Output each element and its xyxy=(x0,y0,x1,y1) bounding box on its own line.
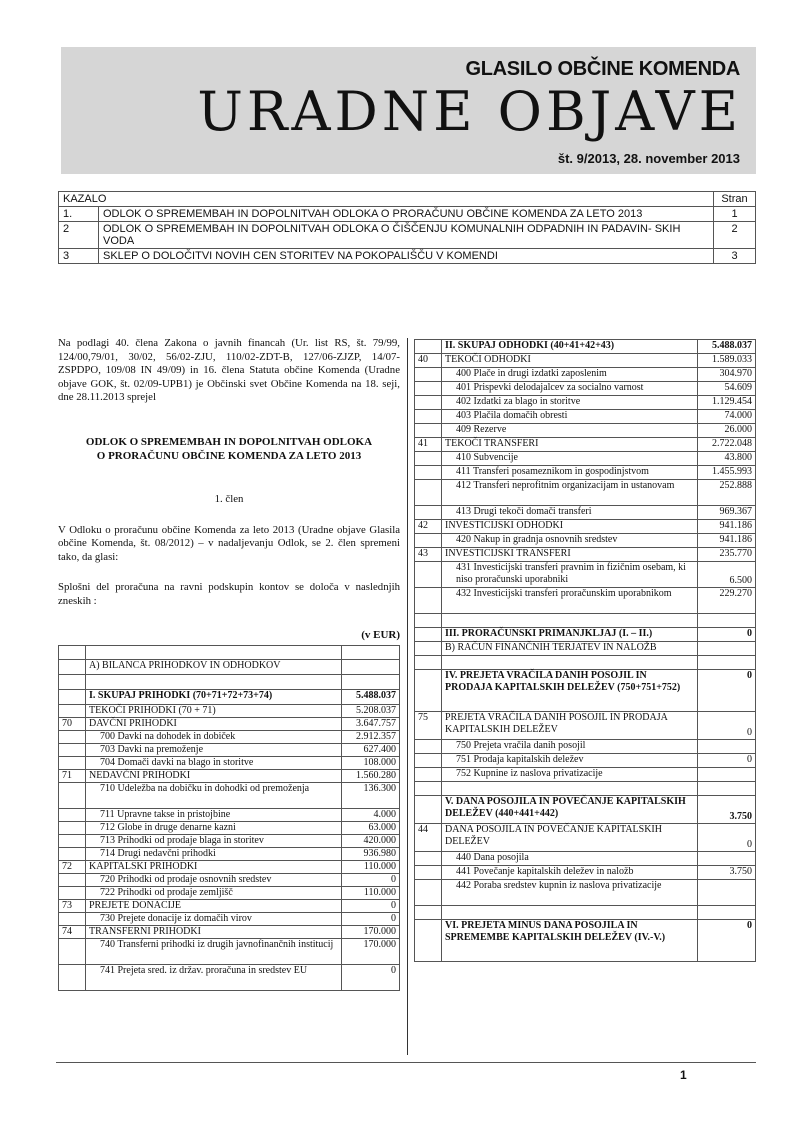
account-code: 71 xyxy=(59,770,86,783)
account-code xyxy=(59,809,86,822)
account-value: 3.750 xyxy=(698,796,756,824)
account-code xyxy=(415,880,442,906)
table-row xyxy=(415,382,756,396)
table-row xyxy=(415,920,756,962)
page-number: 1 xyxy=(680,1068,687,1082)
account-code xyxy=(59,646,86,660)
account-label xyxy=(442,782,698,796)
table-row xyxy=(59,913,400,926)
account-label: 714 Drugi nedavčni prihodki xyxy=(86,848,342,861)
account-code xyxy=(59,783,86,809)
account-code xyxy=(59,660,86,675)
contents-num: 2 xyxy=(59,222,99,249)
account-value: 108.000 xyxy=(342,757,400,770)
account-label: DAVČNI PRIHODKI xyxy=(86,718,342,731)
account-label: I. SKUPAJ PRIHODKI (70+71+72+73+74) xyxy=(86,690,342,705)
account-value: 110.000 xyxy=(342,861,400,874)
contents-title: ODLOK O SPREMEMBAH IN DOPOLNITVAH ODLOKA O PRORAČUNU OBČINE KOMENDA ZA LETO 2013 xyxy=(99,207,714,222)
account-label: 720 Prihodki od prodaje osnovnih sredstev xyxy=(86,874,342,887)
account-code xyxy=(415,534,442,548)
publication-title: URADNE OBJAVE xyxy=(197,80,742,143)
account-value: 0 xyxy=(698,712,756,740)
account-value: 0 xyxy=(342,913,400,926)
account-code: 43 xyxy=(415,548,442,562)
account-value: 170.000 xyxy=(342,926,400,939)
account-label: DANA POSOJILA IN POVEČANJE KAPITALSKIH DELEŽEV xyxy=(442,824,698,852)
account-value xyxy=(698,852,756,866)
table-row xyxy=(415,768,756,782)
table-row xyxy=(415,628,756,642)
currency-unit: (v EUR) xyxy=(361,629,400,641)
table-row xyxy=(415,670,756,712)
account-value: 5.488.037 xyxy=(342,690,400,705)
account-value: 6.500 xyxy=(698,562,756,588)
account-label: 752 Kupnine iz naslova privatizacije xyxy=(442,768,698,782)
account-value: 63.000 xyxy=(342,822,400,835)
account-label: 741 Prejeta sred. iz držav. proračuna in sredstev EU xyxy=(86,965,342,991)
table-row xyxy=(415,480,756,506)
account-value xyxy=(342,646,400,660)
account-value: 0 xyxy=(698,628,756,642)
account-value: 0 xyxy=(698,670,756,712)
table-row xyxy=(415,852,756,866)
account-value: 252.888 xyxy=(698,480,756,506)
revenue-table xyxy=(58,645,400,991)
account-label: V. DANA POSOJILA IN POVEČANJE KAPITALSKIH DELEŽEV (440+441+442) xyxy=(442,796,698,824)
contents-header-row xyxy=(59,192,756,207)
account-label: 750 Prejeta vračila danih posojil xyxy=(442,740,698,754)
account-label: KAPITALSKI PRIHODKI xyxy=(86,861,342,874)
table-row xyxy=(59,744,400,757)
account-code xyxy=(415,452,442,466)
account-label: VI. PREJETA MINUS DANA POSOJILA IN SPREMEMBE KAPITALSKIH DELEŽEV (IV.-V.) xyxy=(442,920,698,962)
account-code xyxy=(415,740,442,754)
account-code xyxy=(59,705,86,718)
table-row xyxy=(415,410,756,424)
decree-title xyxy=(58,435,400,463)
account-value: 5.208.037 xyxy=(342,705,400,718)
account-value: 43.800 xyxy=(698,452,756,466)
expenditure-table xyxy=(414,339,756,962)
contents-page: 2 xyxy=(714,222,756,249)
legal-basis-paragraph: Na podlagi 40. člena Zakona o javnih financah (Ur. list RS, št. 79/99, 124/00,79/01, 30/02, 56/02-ZJU, 110/02-ZDT-B, 127/06-ZJZP, 14/07-ZSPDPO, 109/08 IN 49/09) in 16. člena Statuta občine Komenda (Uradne objave GOK, št. 02/09-UPB1) je Občinski svet Občine Komenda na 18. seji, dne 28.11.2013 sprejel xyxy=(58,337,400,404)
account-code xyxy=(59,822,86,835)
account-value xyxy=(698,880,756,906)
account-value: 0 xyxy=(342,874,400,887)
account-label: 440 Dana posojila xyxy=(442,852,698,866)
account-value: 110.000 xyxy=(342,887,400,900)
contents-num: 3 xyxy=(59,249,99,264)
account-code: 70 xyxy=(59,718,86,731)
account-code xyxy=(415,656,442,670)
table-row xyxy=(415,340,756,354)
account-code: 75 xyxy=(415,712,442,740)
account-label: 432 Investicijski transferi proračunskim uporabnikom xyxy=(442,588,698,614)
account-value: 941.186 xyxy=(698,534,756,548)
article-paragraph: V Odloku o proračunu občine Komenda za leto 2013 (Uradne objave Glasila občine Komenda, št. 08/2012) – v nadaljevanju Odlok, se 2. člen spremeni tako, da glasi: xyxy=(58,523,400,563)
decree-title-line-1: ODLOK O SPREMEMBAH IN DOPOLNITVAH ODLOKA xyxy=(85,435,373,448)
account-code: 44 xyxy=(415,824,442,852)
table-row xyxy=(59,874,400,887)
contents-num: 1. xyxy=(59,207,99,222)
contents-page: 1 xyxy=(714,207,756,222)
table-row xyxy=(59,809,400,822)
account-label xyxy=(442,656,698,670)
table-row xyxy=(415,424,756,438)
account-code xyxy=(59,731,86,744)
account-label: 712 Globe in druge denarne kazni xyxy=(86,822,342,835)
table-row xyxy=(59,848,400,861)
account-label: 730 Prejete donacije iz domačih virov xyxy=(86,913,342,926)
account-code: 42 xyxy=(415,520,442,534)
table-row xyxy=(59,705,400,718)
table-row xyxy=(59,757,400,770)
table-row xyxy=(59,939,400,965)
account-label: 411 Transferi posameznikom in gospodinjstvom xyxy=(442,466,698,480)
contents-title: ODLOK O SPREMEMBAH IN DOPOLNITVAH ODLOKA O ČIŠČENJU KOMUNALNIH ODPADNIH IN PADAVIN- SKIH VODA xyxy=(99,222,714,249)
account-code xyxy=(59,744,86,757)
account-label: 412 Transferi neprofitnim organizacijam in ustanovam xyxy=(442,480,698,506)
table-row xyxy=(59,770,400,783)
table-row xyxy=(415,588,756,614)
account-label xyxy=(86,675,342,690)
account-label: II. SKUPAJ ODHODKI (40+41+42+43) xyxy=(442,340,698,354)
table-row xyxy=(415,520,756,534)
account-code xyxy=(415,768,442,782)
table-row xyxy=(415,754,756,768)
contents-title: SKLEP O DOLOČITVI NOVIH CEN STORITEV NA POKOPALIŠČU V KOMENDI xyxy=(99,249,714,264)
table-row xyxy=(59,675,400,690)
account-label: TEKOČI PRIHODKI (70 + 71) xyxy=(86,705,342,718)
account-label: 740 Transferni prihodki iz drugih javnofinančnih institucij xyxy=(86,939,342,965)
account-code xyxy=(415,396,442,410)
decree-title-line-2: O PRORAČUNU OBČINE KOMENDA ZA LETO 2013 xyxy=(96,449,362,462)
table-row xyxy=(415,466,756,480)
account-value: 0 xyxy=(698,754,756,768)
account-value: 1.589.033 xyxy=(698,354,756,368)
account-value: 4.000 xyxy=(342,809,400,822)
table-row xyxy=(415,396,756,410)
table-row xyxy=(59,965,400,991)
table-row xyxy=(415,438,756,452)
account-code xyxy=(415,424,442,438)
account-code xyxy=(415,906,442,920)
table-row xyxy=(415,548,756,562)
account-label: PREJETA VRAČILA DANIH POSOJIL IN PRODAJA KAPITALSKIH DELEŽEV xyxy=(442,712,698,740)
account-value: 26.000 xyxy=(698,424,756,438)
table-row xyxy=(415,906,756,920)
account-code xyxy=(59,874,86,887)
footer-rule xyxy=(56,1062,756,1063)
account-label: PREJETE DONACIJE xyxy=(86,900,342,913)
account-code xyxy=(59,848,86,861)
account-value: 229.270 xyxy=(698,588,756,614)
publisher-name: GLASILO OBČINE KOMENDA xyxy=(465,58,740,80)
account-label: TEKOČI ODHODKI xyxy=(442,354,698,368)
account-label: 413 Drugi tekoči domači transferi xyxy=(442,506,698,520)
contents-page-header: Stran xyxy=(714,192,756,207)
account-code xyxy=(415,754,442,768)
table-row xyxy=(59,660,400,675)
account-code xyxy=(415,920,442,962)
account-label xyxy=(442,906,698,920)
account-label: 704 Domači davki na blago in storitve xyxy=(86,757,342,770)
account-code: 74 xyxy=(59,926,86,939)
account-value: 0 xyxy=(698,824,756,852)
table-row xyxy=(415,562,756,588)
article-heading: 1. člen xyxy=(214,492,244,505)
account-label: 402 Izdatki za blago in storitve xyxy=(442,396,698,410)
account-code: 73 xyxy=(59,900,86,913)
account-value: 936.980 xyxy=(342,848,400,861)
account-value: 5.488.037 xyxy=(698,340,756,354)
account-value xyxy=(698,906,756,920)
account-label: 441 Povečanje kapitalskih deležev in naložb xyxy=(442,866,698,880)
account-value xyxy=(698,768,756,782)
column-divider xyxy=(407,338,408,1055)
account-code xyxy=(415,614,442,628)
account-code xyxy=(415,382,442,396)
account-value: 3.647.757 xyxy=(342,718,400,731)
table-row xyxy=(59,690,400,705)
table-row xyxy=(415,824,756,852)
account-label: 403 Plačila domačih obresti xyxy=(442,410,698,424)
account-code xyxy=(59,757,86,770)
account-label: 431 Investicijski transferi pravnim in fizičnim osebam, ki niso proračunski uporabniki xyxy=(442,562,698,588)
table-row xyxy=(415,642,756,656)
account-code xyxy=(59,913,86,926)
table-row xyxy=(59,783,400,809)
account-label: 700 Davki na dohodek in dobiček xyxy=(86,731,342,744)
account-value xyxy=(698,656,756,670)
account-label xyxy=(442,614,698,628)
account-code xyxy=(59,675,86,690)
table-row xyxy=(415,782,756,796)
table-row xyxy=(59,646,400,660)
account-label: IV. PREJETA VRAČILA DANIH POSOJIL IN PRODAJA KAPITALSKIH DELEŽEV (750+751+752) xyxy=(442,670,698,712)
account-code: 40 xyxy=(415,354,442,368)
account-label: 410 Subvencije xyxy=(442,452,698,466)
account-code xyxy=(59,965,86,991)
account-value: 74.000 xyxy=(698,410,756,424)
account-value: 3.750 xyxy=(698,866,756,880)
table-row xyxy=(59,718,400,731)
account-label: A) BILANCA PRIHODKOV IN ODHODKOV xyxy=(86,660,342,675)
table-row xyxy=(415,534,756,548)
account-value xyxy=(698,642,756,656)
table-row xyxy=(415,866,756,880)
account-label: 409 Rezerve xyxy=(442,424,698,438)
account-label: B) RAČUN FINANČNIH TERJATEV IN NALOŽB xyxy=(442,642,698,656)
table-row xyxy=(415,656,756,670)
account-code xyxy=(415,562,442,588)
account-value: 941.186 xyxy=(698,520,756,534)
account-value: 235.770 xyxy=(698,548,756,562)
table-row xyxy=(59,861,400,874)
account-code xyxy=(415,340,442,354)
table-row xyxy=(415,740,756,754)
account-label: 711 Upravne takse in pristojbine xyxy=(86,809,342,822)
account-value: 2.722.048 xyxy=(698,438,756,452)
account-label: TRANSFERNI PRIHODKI xyxy=(86,926,342,939)
account-code xyxy=(59,835,86,848)
account-label: 751 Prodaja kapitalskih deležev xyxy=(442,754,698,768)
account-value: 0 xyxy=(342,900,400,913)
account-label: 713 Prihodki od prodaje blaga in storitev xyxy=(86,835,342,848)
account-code xyxy=(415,506,442,520)
account-label: 703 Davki na premoženje xyxy=(86,744,342,757)
account-value xyxy=(342,675,400,690)
account-code xyxy=(415,588,442,614)
account-code xyxy=(415,796,442,824)
table-row xyxy=(59,731,400,744)
account-code xyxy=(415,480,442,506)
contents-row xyxy=(59,207,756,222)
account-code xyxy=(415,782,442,796)
account-value: 2.912.357 xyxy=(342,731,400,744)
account-code xyxy=(415,642,442,656)
account-value: 1.560.280 xyxy=(342,770,400,783)
account-value: 0 xyxy=(698,920,756,962)
account-code xyxy=(415,866,442,880)
contents-table xyxy=(58,191,756,264)
issue-info: št. 9/2013, 28. november 2013 xyxy=(557,151,740,166)
table-row xyxy=(59,900,400,913)
table-row xyxy=(59,887,400,900)
account-value xyxy=(698,740,756,754)
table-row xyxy=(59,835,400,848)
account-code xyxy=(415,466,442,480)
table-row xyxy=(415,796,756,824)
account-code xyxy=(415,368,442,382)
contents-row xyxy=(59,222,756,249)
account-code: 41 xyxy=(415,438,442,452)
account-value: 1.455.993 xyxy=(698,466,756,480)
account-label: 401 Prispevki delodajalcev za socialno varnost xyxy=(442,382,698,396)
table-row xyxy=(415,614,756,628)
account-label: III. PRORAČUNSKI PRIMANJKLJAJ (I. – II.) xyxy=(442,628,698,642)
table-row xyxy=(415,368,756,382)
left-column xyxy=(58,337,400,609)
account-value xyxy=(342,660,400,675)
account-value: 627.400 xyxy=(342,744,400,757)
account-code: 72 xyxy=(59,861,86,874)
account-code xyxy=(415,670,442,712)
table-row xyxy=(59,822,400,835)
contents-header: KAZALO xyxy=(59,192,714,207)
account-label: INVESTICIJSKI TRANSFERI xyxy=(442,548,698,562)
account-value: 304.970 xyxy=(698,368,756,382)
account-value xyxy=(698,782,756,796)
account-label: 710 Udeležba na dobičku in dohodki od premoženja xyxy=(86,783,342,809)
account-label: TEKOČI TRANSFERI xyxy=(442,438,698,452)
account-value: 0 xyxy=(342,965,400,991)
account-label: INVESTICIJSKI ODHODKI xyxy=(442,520,698,534)
account-value: 136.300 xyxy=(342,783,400,809)
account-value: 420.000 xyxy=(342,835,400,848)
account-label: 442 Poraba sredstev kupnin iz naslova privatizacije xyxy=(442,880,698,906)
table-row xyxy=(415,880,756,906)
account-code xyxy=(415,410,442,424)
account-label: 400 Plače in drugi izdatki zaposlenim xyxy=(442,368,698,382)
account-label xyxy=(86,646,342,660)
account-value: 54.609 xyxy=(698,382,756,396)
account-value: 969.367 xyxy=(698,506,756,520)
table-row xyxy=(415,452,756,466)
table-row xyxy=(59,926,400,939)
account-code xyxy=(415,628,442,642)
account-label: 420 Nakup in gradnja osnovnih sredstev xyxy=(442,534,698,548)
table-row xyxy=(415,354,756,368)
account-label: 722 Prihodki od prodaje zemljišč xyxy=(86,887,342,900)
account-code xyxy=(59,690,86,705)
account-code xyxy=(59,887,86,900)
table-row xyxy=(415,506,756,520)
table-row xyxy=(415,712,756,740)
account-label: NEDAVČNI PRIHODKI xyxy=(86,770,342,783)
article-paragraph-2: Splošni del proračuna na ravni podskupin kontov se določa v naslednjih zneskih : xyxy=(58,581,400,607)
masthead xyxy=(61,47,756,174)
account-code xyxy=(415,852,442,866)
account-value: 170.000 xyxy=(342,939,400,965)
account-value xyxy=(698,614,756,628)
contents-row xyxy=(59,249,756,264)
contents-page: 3 xyxy=(714,249,756,264)
account-value: 1.129.454 xyxy=(698,396,756,410)
account-code xyxy=(59,939,86,965)
